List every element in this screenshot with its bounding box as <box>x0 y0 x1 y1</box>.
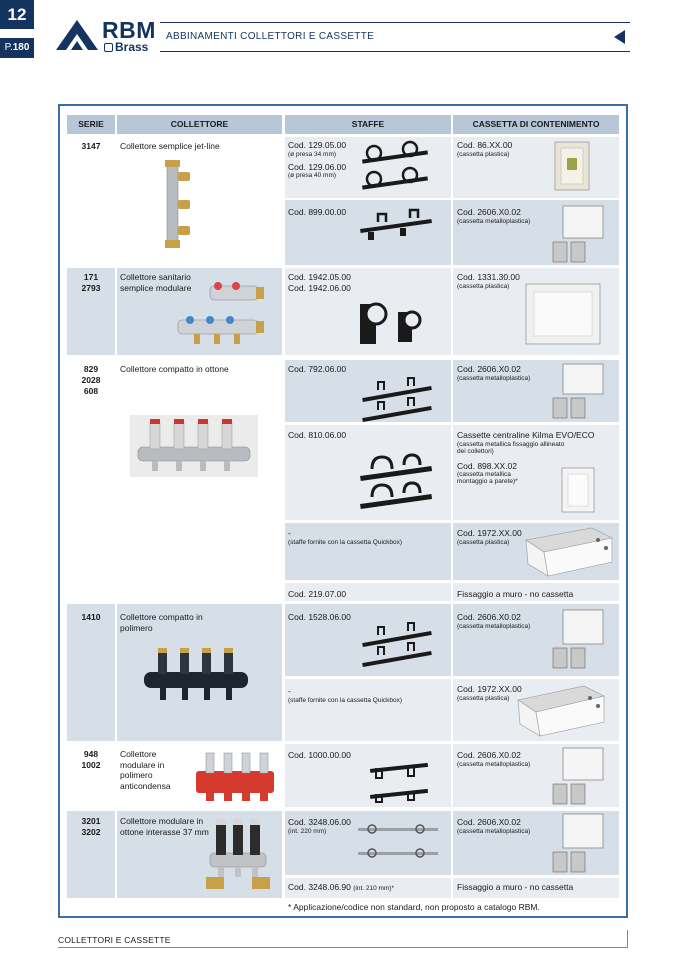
bracket-icon <box>358 298 424 346</box>
cassetta-code: Cod. 2606.X0.02 <box>457 750 521 760</box>
plastic-box-icon <box>524 278 606 348</box>
brand-sub-label: Brass <box>115 40 149 54</box>
bracket-icon <box>360 210 435 242</box>
bracket-icon <box>368 760 430 804</box>
back-arrow-icon[interactable] <box>614 30 625 44</box>
rbm-logo-icon <box>56 18 102 52</box>
staffe-code: Cod. 899.00.00 <box>288 207 347 217</box>
manifold-brass-compact-icon <box>130 415 258 477</box>
serie-code: 2028 <box>81 375 101 385</box>
bracket-icon <box>360 143 430 193</box>
cassetta-note: (cassetta metalloplastica) <box>457 760 531 768</box>
staffe-text <box>288 528 402 546</box>
cassetta-text <box>457 207 530 225</box>
staffe-code: Cod. 1942.06.00 <box>288 282 351 293</box>
bracket-icon <box>362 625 434 665</box>
staffe-text <box>288 686 402 704</box>
cassetta-text <box>457 528 522 546</box>
plastic-box-icon <box>553 140 593 194</box>
serie-171 <box>67 272 115 294</box>
cassetta-code: Cod. 898.XX.02 <box>457 460 518 471</box>
cassetta-text <box>457 684 522 702</box>
cassetta-code: Cod. 2606.X0.02 <box>457 207 521 217</box>
cassetta-text <box>457 140 512 158</box>
cassetta-text <box>457 750 530 768</box>
col-header-serie: SERIE <box>67 115 115 134</box>
collettore-name: Collettore sanitario semplice modulare <box>120 272 192 293</box>
page-number: 180 <box>12 42 30 53</box>
serie-code: 2793 <box>81 283 101 293</box>
col-header-collettore: COLLETTORE <box>117 115 282 134</box>
bracket-icon <box>360 455 434 509</box>
cassetta-text <box>457 272 520 290</box>
staffe-code: Cod. 3248.06.00 <box>288 817 351 827</box>
page-title: ABBINAMENTI COLLETTORI E CASSETTE <box>166 31 375 42</box>
footer-section: COLLETTORI E CASSETTE <box>58 935 171 945</box>
cassetta-code: Cod. 86.XX.00 <box>457 140 513 150</box>
metal-box-icon <box>553 746 605 806</box>
cassetta-note: (cassetta metallica montaggio a parete)* <box>457 471 518 485</box>
cassetta-note: (cassetta plastica) <box>457 150 510 158</box>
cassetta-note: (cassetta metalloplastica) <box>457 827 531 835</box>
manifold-polymer-icon <box>144 646 250 708</box>
serie-3147 <box>67 141 115 152</box>
cassetta-note: (cassetta plastica) <box>457 538 510 546</box>
cassetta-text <box>457 364 530 382</box>
serie-code: 948 <box>83 749 99 759</box>
cassetta-code: Cod. 2606.X0.02 <box>457 612 521 622</box>
staffe-text <box>288 882 394 895</box>
footer-mark <box>627 930 628 947</box>
cassetta-code: Cod. 1972.XX.00 <box>457 684 522 694</box>
serie-1410 <box>67 612 115 623</box>
staffe-code: Cod. 810.06.00 <box>288 430 347 440</box>
serie-code: 171 <box>83 272 99 282</box>
brand-sub <box>104 40 148 54</box>
cassetta-code: Fissaggio a muro - no cassetta <box>457 589 574 599</box>
staffe-code: Cod. 129.06.00 <box>288 161 347 172</box>
manifold-brass-modular-icon <box>206 815 270 895</box>
serie-code: 608 <box>83 386 99 396</box>
staffe-code: - <box>288 528 291 538</box>
staffe-code: Cod. 792.06.00 <box>288 364 347 374</box>
collettore-name: Collettore semplice jet-line <box>120 141 220 151</box>
cassetta-note: (cassetta metallica fissaggio allineato dei collettori) <box>457 440 565 455</box>
metal-box-icon <box>553 812 605 874</box>
collettore-name: Collettore compatto in ottone <box>120 364 229 374</box>
staffe-code: Cod. 129.05.00 <box>288 140 347 150</box>
cassetta-code: Fissaggio a muro - no cassetta <box>457 882 574 892</box>
manifold-jetline-icon <box>158 160 198 250</box>
cassetta-note: (cassetta plastica) <box>457 282 510 290</box>
quickbox-icon <box>514 684 608 738</box>
cassetta-text <box>457 612 530 630</box>
serie-code: 1410 <box>81 612 101 622</box>
staffe-text <box>288 817 351 835</box>
staffe-code: - <box>288 686 291 696</box>
footer-divider <box>58 947 628 948</box>
staffe-note: (int. 220 mm) <box>288 827 327 835</box>
bracket-icon <box>356 820 440 860</box>
serie-3201 <box>67 816 115 838</box>
serie-code: 3202 <box>81 827 101 837</box>
staffe-code: Cod. 3248.06.90 <box>288 882 351 892</box>
cassetta-note: (cassetta metalloplastica) <box>457 374 531 382</box>
serie-829 <box>67 364 115 397</box>
staffe-note: (staffe fornite con la cassetta Quickbox) <box>288 538 403 546</box>
page-number-box <box>0 38 34 58</box>
cassetta-code: Cassette centraline Kilma EVO/ECO <box>457 430 595 440</box>
staffe-code: Cod. 1000.00.00 <box>288 750 351 760</box>
quickbox-icon <box>522 526 616 578</box>
col-header-staffe: STAFFE <box>285 115 451 134</box>
collettore-name: Collettore modulare in ottone interasse 37 mm <box>120 816 209 837</box>
staffe-text <box>288 272 351 293</box>
cassetta-note: (cassetta metalloplastica) <box>457 622 531 630</box>
staffe-note: (ø presa 34 mm) <box>288 150 337 158</box>
staffe-code: Cod. 1528.06.00 <box>288 612 351 622</box>
chapter-number: 12 <box>0 0 34 29</box>
brand-name: RBM <box>102 17 156 43</box>
cassetta-note: (cassetta metalloplastica) <box>457 217 531 225</box>
serie-code: 829 <box>83 364 99 374</box>
table-note: * Applicazione/codice non standard, non proposto a catalogo RBM. <box>288 902 540 912</box>
cassetta-code: Cod. 1972.XX.00 <box>457 528 522 538</box>
collettore-name: Collettore compatto in polimero <box>120 612 203 633</box>
staffe-code: Cod. 1942.05.00 <box>288 272 351 282</box>
cassetta-code: Cod. 2606.X0.02 <box>457 817 521 827</box>
staffe-code: Cod. 219.07.00 <box>288 589 347 599</box>
staffe-note: (int. 210 mm)* <box>353 885 395 892</box>
collettore-name: Collettore modulare in polimero anticondensa <box>120 749 171 791</box>
cassetta-code: Cod. 2606.X0.02 <box>457 364 521 374</box>
manifold-sanitary-icon <box>170 280 270 352</box>
metal-box-icon <box>553 362 605 420</box>
cassetta-code: Cod. 1331.30.00 <box>457 272 520 282</box>
serie-948 <box>67 749 115 771</box>
page-prefix: P. <box>4 42 13 53</box>
serie-code: 1002 <box>81 760 101 770</box>
staffe-text <box>288 140 346 179</box>
metal-box-icon <box>553 608 605 670</box>
staffe-note: (staffe fornite con la cassetta Quickbox) <box>288 696 403 704</box>
cassetta-note: (cassetta plastica) <box>457 694 510 702</box>
staffe-note: (ø presa 40 mm) <box>288 172 337 179</box>
serie-code: 3147 <box>81 141 101 151</box>
manifold-anticondensation-icon <box>196 749 276 803</box>
metal-box-icon <box>553 204 605 264</box>
metal-box-icon <box>560 466 596 516</box>
bracket-icon <box>362 380 434 420</box>
col-header-cassetta: CASSETTA DI CONTENIMENTO <box>453 115 619 134</box>
cassetta-text <box>457 817 530 835</box>
serie-code: 3201 <box>81 816 101 826</box>
